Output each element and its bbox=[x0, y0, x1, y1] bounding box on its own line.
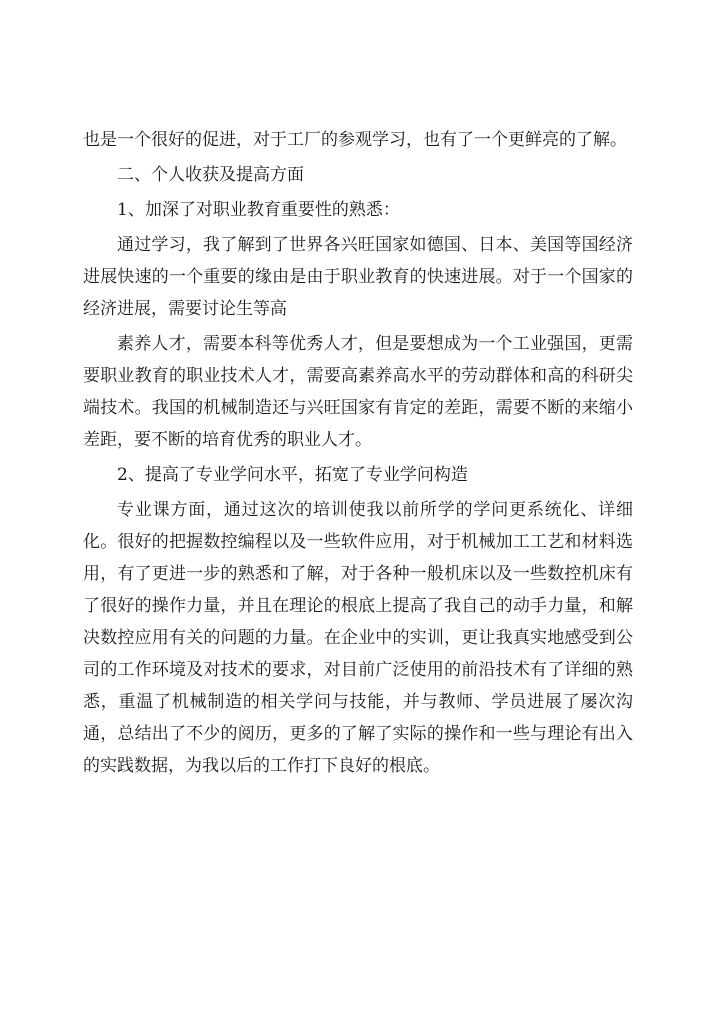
subheading-professional-knowledge: 2、提高了专业学问水平，拓宽了专业学问构造 bbox=[117, 465, 468, 485]
paragraph-professional-courses: 专业课方面，通过这次的培训使我以前所学的学问更系统化、详细化。很好的把握数控编程以及一些软件应用，对于机械加工工艺和材料选用，有了更进一步的熟悉和了解，对于各种一般机床以及一些数控机床有了很好的操作力量，并且在理论的根底上提高了我自己的动手力量，和解决数控应用有关的问题的力量。在企业中的实训，更让我真实地感受到公司的工作环境及对技术的要求，对目前广泛使用的前沿技术有了详细的熟悉，重温了机械制造的相关学问与技能，并与教师、学员进展了屡次沟通，总结出了不少的阅历，更多的了解了实际的操作和一些与理论有出入的实践数据，为我以后的工作打下良好的根底。 bbox=[83, 500, 633, 776]
document-body bbox=[83, 124, 633, 785]
paragraph-continuation: 也是一个很好的促进，对于工厂的参观学习，也有了一个更鲜亮的了解。 bbox=[83, 130, 627, 150]
section-heading-personal-gains: 二、个人收获及提高方面 bbox=[117, 165, 304, 185]
subheading-vocational-education: 1、加深了对职业教育重要性的熟悉： bbox=[117, 200, 400, 220]
paragraph-learning: 通过学习，我了解到了世界各兴旺国家如德国、日本、美国等国经济进展快速的一个重要的缘由是由于职业教育的快速进展。对于一个国家的经济进展，需要讨论生等高 bbox=[83, 235, 633, 319]
paragraph-talent: 素养人才，需要本科等优秀人才，但是要想成为一个工业强国，更需要职业教育的职业技术人才，需要高素养高水平的劳动群体和高的科研尖端技术。我国的机械制造还与兴旺国家有肯定的差距，需要不断的来缩小差距，要不断的培育优秀的职业人才。 bbox=[83, 334, 633, 450]
